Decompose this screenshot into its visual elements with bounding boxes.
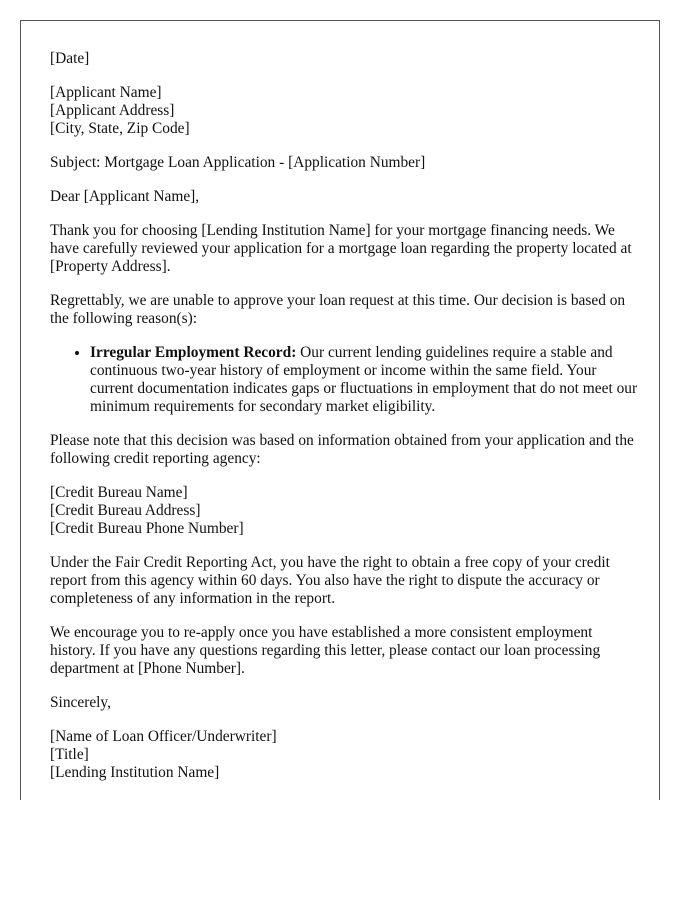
letter-body xyxy=(50,50,640,798)
applicant-name: [Applicant Name] xyxy=(50,84,162,101)
applicant-city-state-zip: [City, State, Zip Code] xyxy=(50,120,190,137)
intro-paragraph: Thank you for choosing [Lending Institution Name] for your mortgage financing needs. We have carefully reviewed your application for a mortgage loan regarding the property located at [Property Address]. xyxy=(50,222,632,275)
credit-bureau-name: [Credit Bureau Name] xyxy=(50,484,188,501)
reason-text: Our current lending guidelines require a stable and continuous two-year history of employment or income within the same field. Your current documentation indicates gaps or fluctuations in employment that do not meet our minimum requirements for secondary market eligibility. xyxy=(90,344,638,415)
signer-title: [Title] xyxy=(50,746,89,763)
encourage-paragraph: We encourage you to re-apply once you have established a more consistent employment history. If you have any questions regarding this letter, please contact our loan processing department at [Phone Number]. xyxy=(50,624,601,677)
credit-bureau-address: [Credit Bureau Address] xyxy=(50,502,201,519)
reason-title: Irregular Employment Record: xyxy=(90,344,297,361)
reasons-list xyxy=(50,344,640,416)
letter-subject: Subject: Mortgage Loan Application - [Application Number] xyxy=(50,154,426,171)
letter-closing: Sincerely, xyxy=(50,694,111,711)
signer-name: [Name of Loan Officer/Underwriter] xyxy=(50,728,277,745)
letter-date: [Date] xyxy=(50,50,90,67)
letter-salutation: Dear [Applicant Name], xyxy=(50,188,200,205)
credit-note-paragraph: Please note that this decision was based on information obtained from your application and the following credit reporting agency: xyxy=(50,432,634,467)
credit-bureau-phone: [Credit Bureau Phone Number] xyxy=(50,520,244,537)
decision-paragraph: Regrettably, we are unable to approve your loan request at this time. Our decision is based on the following reason(s): xyxy=(50,292,626,327)
fcra-paragraph: Under the Fair Credit Reporting Act, you have the right to obtain a free copy of your credit report from this agency within 60 days. You also have the right to dispute the accuracy or completeness of any information in the report. xyxy=(50,554,610,607)
signer-institution: [Lending Institution Name] xyxy=(50,764,220,781)
applicant-address: [Applicant Address] xyxy=(50,102,175,119)
reason-item xyxy=(90,344,640,416)
letter-page xyxy=(20,20,660,800)
